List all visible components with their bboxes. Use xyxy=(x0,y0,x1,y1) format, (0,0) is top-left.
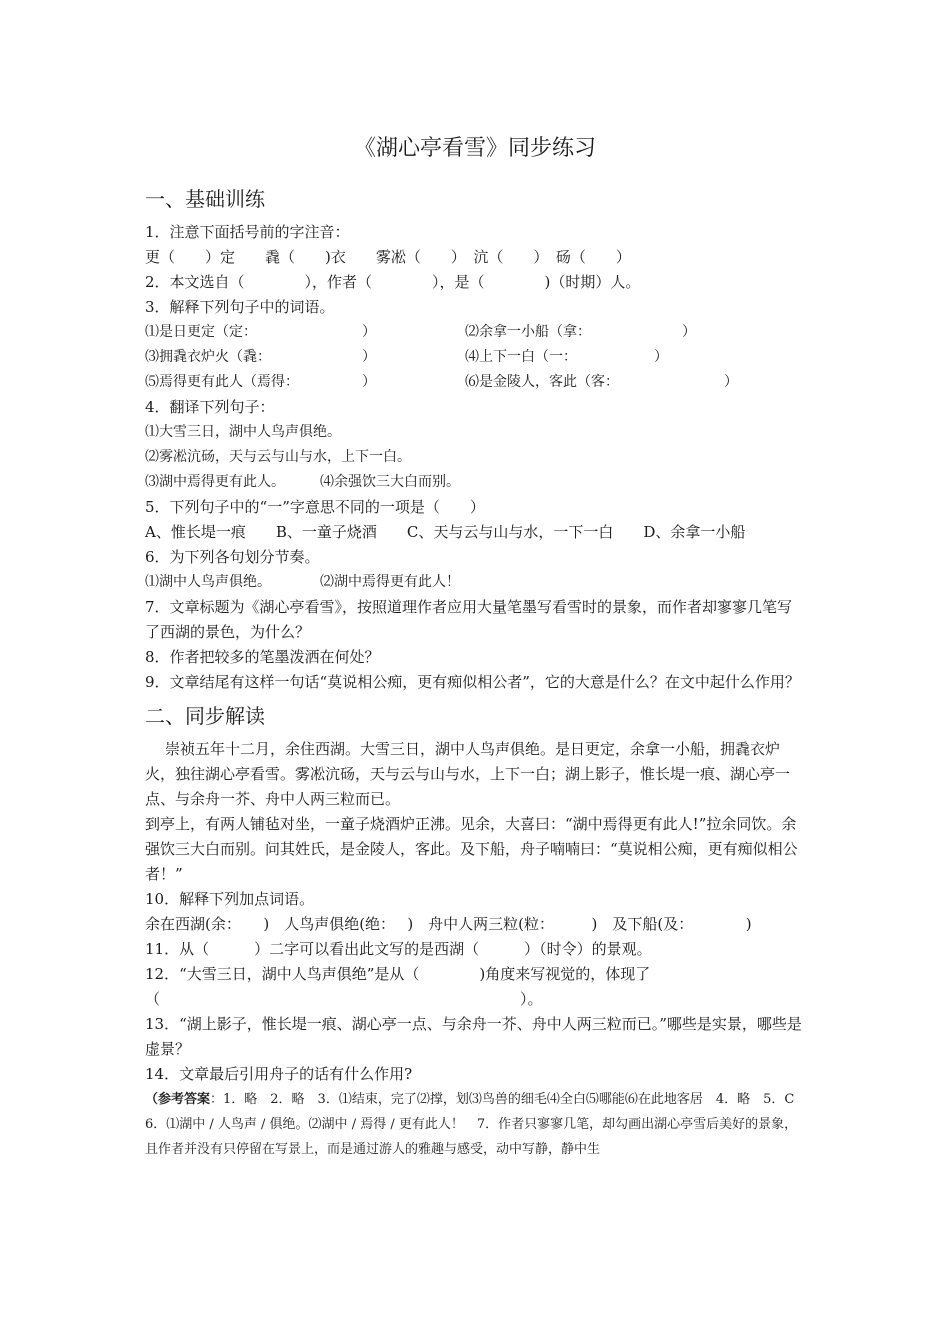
answer-key-text: ：1．略 2．略 3．⑴结束，完了⑵撑，划⑶鸟兽的细毛⑷全白⑸哪能⑹在此地客居 4．略 5．C 6．⑴湖中 / 人鸟声 / 俱绝。⑵湖中 / 焉得 / 更有此人！ 7．作者只寥寥几笔，却勾画出湖心亭雪后美好的景象，且作者并没有只停留在写景上，而是通过游人的雅趣与感受，动中写静，静中生 xyxy=(145,1092,808,1157)
question-1-blanks: 更（ ）定 毳（ )衣 雾凇（ ） 沆（ ） 砀（ ） xyxy=(145,248,631,266)
passage-paragraph: 到亭上，有两人铺毡对坐，一童子烧酒炉正沸。见余，大喜曰：“湖中焉得更有此人!”拉余同饮。余强饮三大白而别。问其姓氏，是金陵人，客此。及下船，舟子喃喃曰：“莫说相公痴，更有痴似相公者！” xyxy=(145,815,798,883)
question-3-item: ⑸焉得更有此人（焉得： ） xyxy=(145,374,376,390)
question-10-blanks: 余在西湖(余： ) 人鸟声俱绝(绝： ) 舟中人两三粒(粒： ) 及下船(及： ) xyxy=(145,915,752,933)
question-3-item: ⑵余拿一小船（拿： ） xyxy=(465,324,696,340)
question-4-item: ⑶湖中焉得更有此人。 ⑷余强饮三大白而别。 xyxy=(145,474,460,490)
section-heading-basic: 一、基础训练 xyxy=(145,187,265,211)
question-4: 4．翻译下列句子： xyxy=(145,398,275,416)
question-3: 3．解释下列句子中的词语。 xyxy=(145,298,335,316)
question-2: 2．本文选自（ ），作者（ ），是（ )（时期）人。 xyxy=(145,273,641,291)
question-3-item: ⑴是日更定（定： ） xyxy=(145,324,376,340)
question-14: 14．文章最后引用舟子的话有什么作用? xyxy=(145,1065,413,1083)
question-3-row xyxy=(145,370,805,395)
question-9: 9．文章结尾有这样一句话“莫说相公痴，更有痴似相公者”，它的大意是什么？在文中起什么作用？ xyxy=(145,673,800,691)
page-title: 《湖心亭看雪》同步练习 xyxy=(353,136,596,161)
question-3-item: ⑹是金陵人，客此（客： ） xyxy=(465,374,738,390)
question-4-item: ⑴大雪三日，湖中人鸟声俱绝。 xyxy=(145,424,341,440)
question-3-row xyxy=(145,320,805,345)
question-5: 5．下列句子中的“一”字意思不同的一项是（ ） xyxy=(145,498,485,516)
question-11: 11．从（ ）二字可以看出此文写的是西湖（ ）（时令）的景观。 xyxy=(145,940,652,958)
question-8: 8．作者把较多的笔墨泼洒在何处？ xyxy=(145,648,380,666)
document-page xyxy=(145,132,808,1162)
question-6: 6．为下列各句划分节奏。 xyxy=(145,548,320,566)
question-3-item: ⑶拥毳衣炉火（毳： ） xyxy=(145,349,376,365)
question-12: 12．“大雪三日，湖中人鸟声俱绝”是从（ )角度来写视觉的，体现了（ ）。 xyxy=(145,965,651,1008)
question-3-row xyxy=(145,345,805,370)
answer-key-label: （参考答案 xyxy=(145,1092,211,1107)
question-6-items: ⑴湖中人鸟声俱绝。 ⑵湖中焉得更有此人！ xyxy=(145,574,460,590)
question-7: 7．文章标题为《湖心亭看雪》，按照道理作者应用大量笔墨写看雪时的景象，而作者却寥寥几笔写了西湖的景色，为什么？ xyxy=(145,598,793,641)
answer-key xyxy=(145,1087,808,1162)
passage-paragraph: 崇祯五年十二月，余住西湖。大雪三日，湖中人鸟声俱绝。是日更定，余拿一小船，拥毳衣炉火，独往湖心亭看雪。雾凇沆砀，天与云与山与水，上下一白；湖上影子，惟长堤一痕、湖心亭一点、与余舟一芥、舟中人两三粒而已。 xyxy=(145,740,791,808)
section-heading-reading: 二、同步解读 xyxy=(145,704,265,728)
question-10: 10．解释下列加点词语。 xyxy=(145,890,315,908)
question-4-item: ⑵雾凇沆砀，天与云与山与水，上下一白。 xyxy=(145,449,411,465)
question-1: 1．注意下面括号前的字注音： xyxy=(145,223,350,241)
question-13: 13．“湖上影子，惟长堤一痕、湖心亭一点、与余舟一芥、舟中人两三粒而已。”哪些是实景，哪些是虚景？ xyxy=(145,1015,802,1058)
question-5-options: A、惟长堤一痕 B、一童子烧酒 C、天与云与山与水，一下一白 D、余拿一小船 xyxy=(145,523,746,541)
question-3-item: ⑷上下一白（一： ） xyxy=(465,349,668,365)
